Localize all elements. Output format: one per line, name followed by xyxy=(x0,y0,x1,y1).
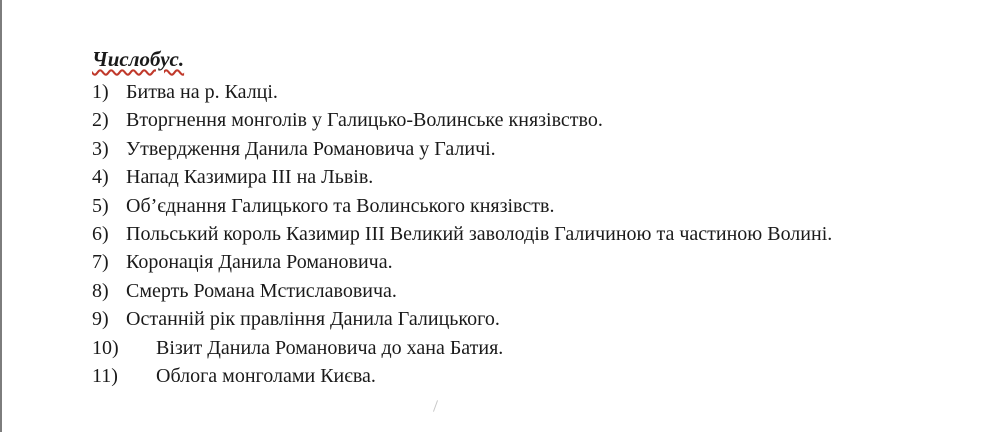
list-item xyxy=(92,362,968,390)
list-item-text: Напад Казимира ІІІ на Львів. xyxy=(126,166,374,189)
list-item-text: Утвердження Данила Романовича у Галичі. xyxy=(126,137,496,160)
list-item-number: 8) xyxy=(92,279,109,302)
list-item xyxy=(92,248,968,276)
list-item-number: 5) xyxy=(92,194,109,217)
list-item-text: Останній рік правління Данила Галицького. xyxy=(126,308,500,331)
list-item-number: 9) xyxy=(92,308,109,331)
list-item xyxy=(92,220,968,248)
list-item xyxy=(92,192,968,220)
list-item xyxy=(92,135,968,163)
list-item xyxy=(92,106,968,134)
list-item xyxy=(92,78,968,106)
list-item-text: Битва на р. Калці. xyxy=(126,81,278,103)
list-item-text: Польський король Казимир ІІІ Великий заволодів Галичиною та частиною Волині. xyxy=(126,223,833,246)
list-item xyxy=(92,163,968,191)
list-item-text: Облога монголами Києва. xyxy=(156,365,376,388)
list-item xyxy=(92,277,968,305)
page-edge-line xyxy=(0,0,2,432)
list-item-text: Візит Данила Романовича до хана Батия. xyxy=(156,336,504,359)
numbered-list xyxy=(92,78,968,390)
list-item-number: 3) xyxy=(92,137,109,160)
stray-cursor-mark xyxy=(433,400,438,412)
list-item-text: Об’єднання Галицького та Волинського князівств. xyxy=(126,194,555,217)
list-item-number: 11) xyxy=(92,365,118,388)
list-item-number: 10) xyxy=(92,336,119,359)
list-item xyxy=(92,334,968,362)
list-item-number: 6) xyxy=(92,223,109,246)
list-item-number: 7) xyxy=(92,251,109,274)
list-item-number: 1) xyxy=(92,81,109,103)
list-item-text: Коронація Данила Романовича. xyxy=(126,251,393,274)
list-item-number: 4) xyxy=(92,166,109,189)
list-item-number: 2) xyxy=(92,109,109,132)
document-title: Числобус. xyxy=(92,47,185,71)
list-item-text: Смерть Романа Мстиславовича. xyxy=(126,279,397,302)
list-item-text: Вторгнення монголів у Галицько-Волинське князівство. xyxy=(126,109,603,132)
list-item xyxy=(92,305,968,333)
